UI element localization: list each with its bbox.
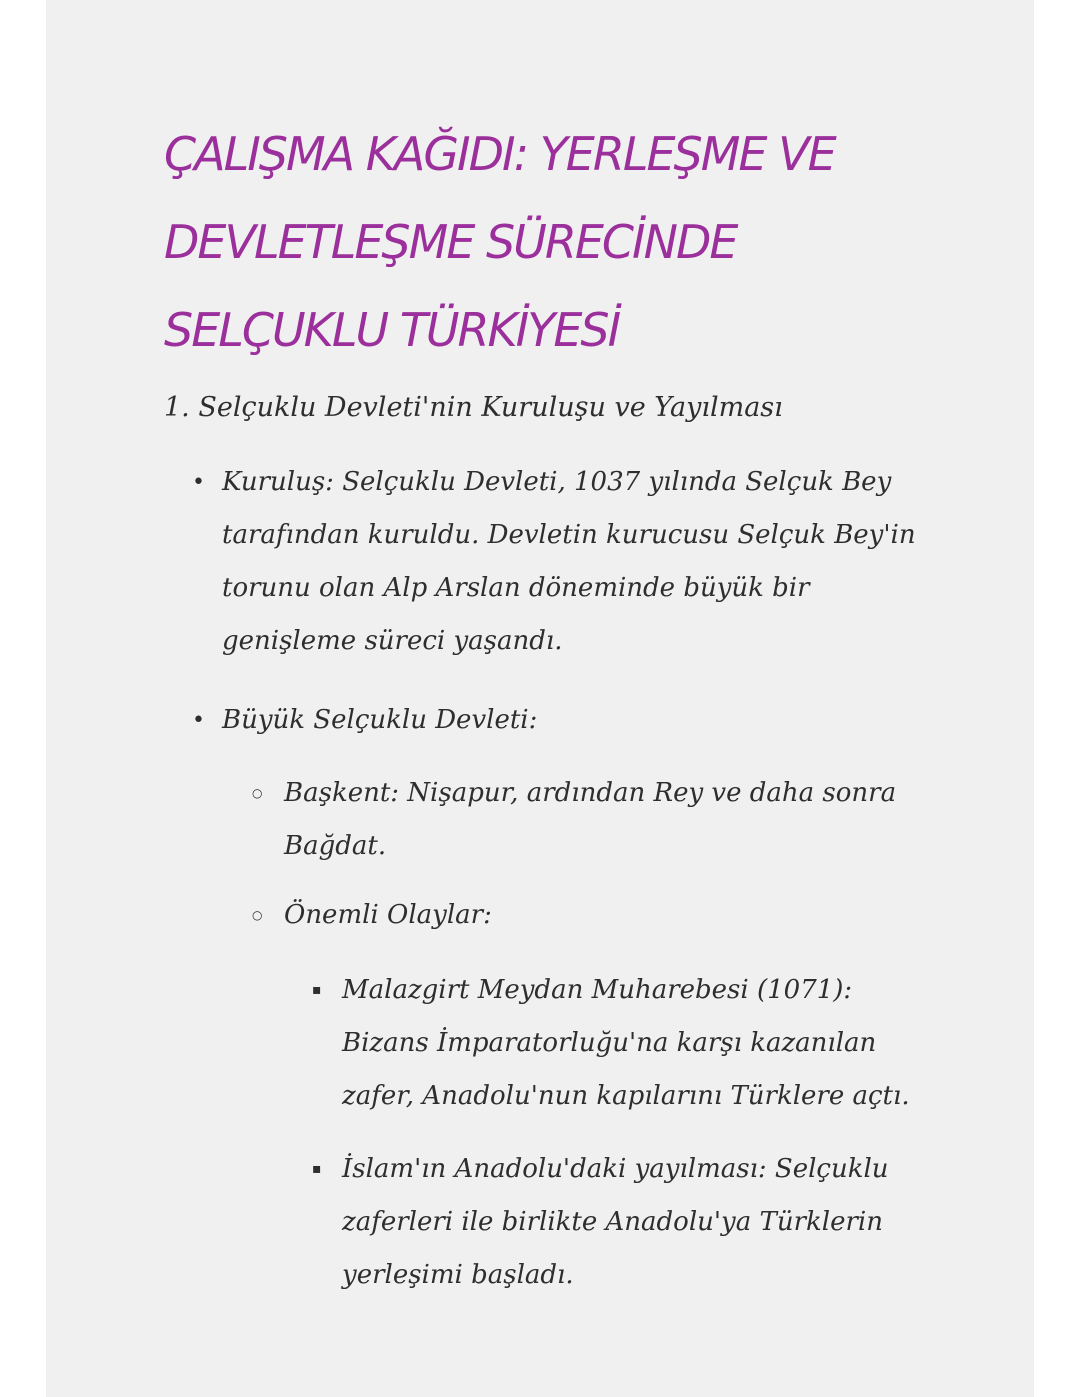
bullet-great-seljuk-text: Büyük Selçuklu Devleti: (222, 705, 538, 735)
sub-bullet-events-text: Önemli Olaylar: (284, 900, 492, 930)
main-bullet-list (164, 456, 924, 1302)
worksheet-title: ÇALIŞMA KAĞIDI: YERLEŞME VE DEVLETLEŞME SÜRECİNDE SELÇUKLU TÜRKİYESİ (164, 127, 835, 357)
event-malazgirt-text: Malazgirt Meydan Muharebesi (1071): Bizans İmparatorluğu'na karşı kazanılan zafer, Anadolu'nun kapılarını Türklere açtı. (342, 975, 910, 1111)
sub-bullet-list (222, 767, 924, 1302)
sub-bullet-capital-text: Başkent: Nişapur, ardından Rey ve daha sonra Bağdat. (284, 778, 897, 861)
bullet-founding (164, 456, 924, 668)
event-list (284, 964, 924, 1302)
event-malazgirt (284, 964, 924, 1123)
event-islam-spread-text: İslam'ın Anadolu'daki yayılması: Selçuklu zaferleri ile birlikte Anadolu'ya Türklerin yerleşimi başladı. (342, 1154, 889, 1290)
sub-bullet-important-events (222, 889, 924, 1302)
event-islam-spread (284, 1143, 924, 1302)
sub-bullet-capital (222, 767, 924, 873)
worksheet-content (164, 110, 924, 1328)
section-heading: 1. Selçuklu Devleti'nin Kuruluşu ve Yayılması (164, 392, 783, 423)
worksheet-page (46, 0, 1034, 1397)
bullet-great-seljuk-state (164, 694, 924, 1302)
bullet-founding-text: Kuruluş: Selçuklu Devleti, 1037 yılında Selçuk Bey tarafından kuruldu. Devletin kurucusu Selçuk Bey'in torunu olan Alp Arslan döneminde büyük bir genişleme süreci yaşandı. (222, 467, 916, 656)
